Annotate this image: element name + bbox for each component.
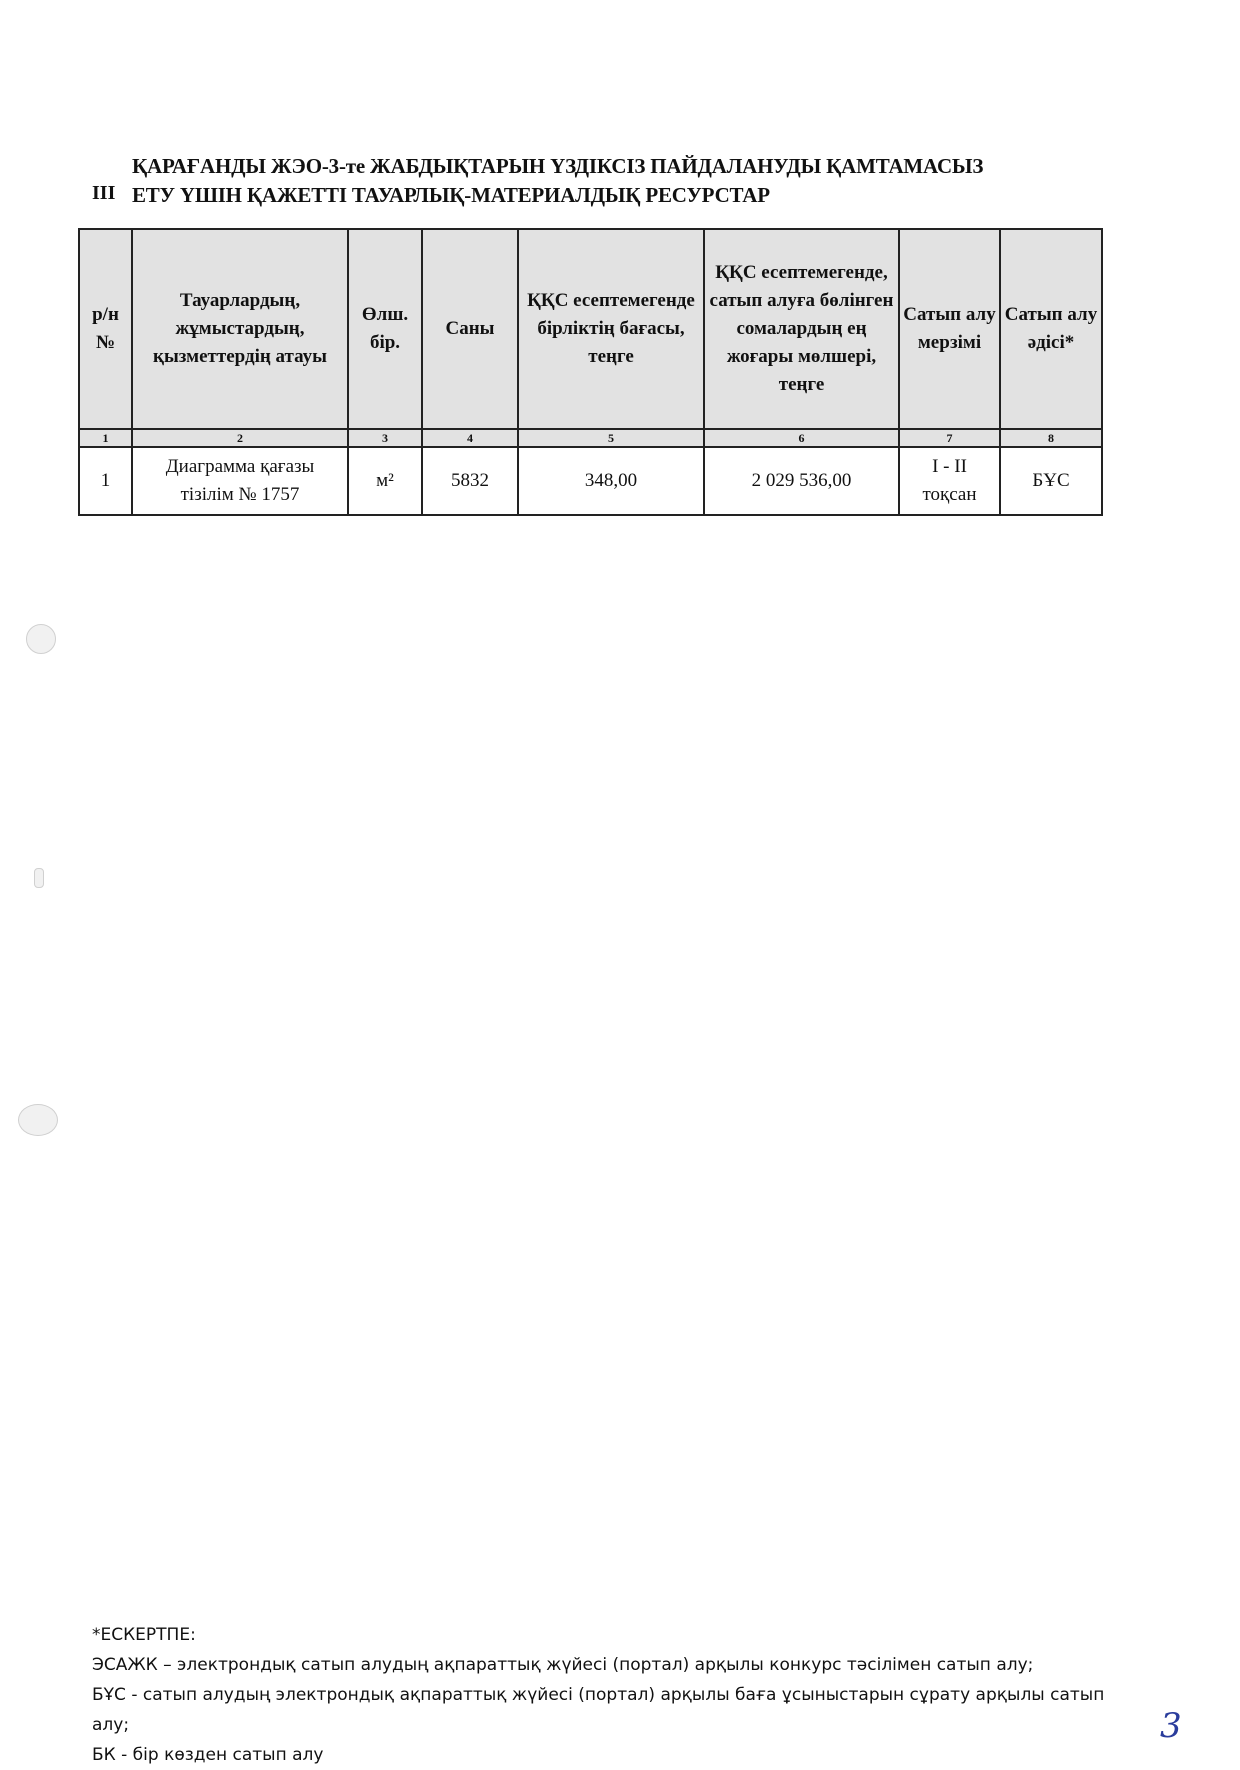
column-index: 5 bbox=[518, 429, 704, 447]
footnote-heading: *ЕСКЕРТПЕ: bbox=[92, 1625, 196, 1645]
header-purchase-term: Сатып алу мерзімі bbox=[899, 229, 1000, 429]
table-row bbox=[79, 447, 1102, 515]
cell-item-name: Диаграмма қағазы тізілім № 1757 bbox=[132, 447, 348, 515]
cell-quantity: 5832 bbox=[422, 447, 518, 515]
header-row-number: р/н № bbox=[79, 229, 132, 429]
cell-unit-price: 348,00 bbox=[518, 447, 704, 515]
footnote bbox=[92, 1620, 1122, 1770]
cell-unit: м² bbox=[348, 447, 422, 515]
cell-max-amount: 2 029 536,00 bbox=[704, 447, 899, 515]
column-index: 2 bbox=[132, 429, 348, 447]
section-title bbox=[132, 152, 983, 210]
footnote-item-bk: БК - бір көзден сатып алу bbox=[92, 1745, 324, 1765]
header-item-name: Тауарлардың, жұмыстардың, қызметтердің атауы bbox=[132, 229, 348, 429]
header-unit: Өлш. бір. bbox=[348, 229, 422, 429]
header-quantity: Саны bbox=[422, 229, 518, 429]
page-number: 3 bbox=[1160, 1706, 1182, 1746]
column-index-row bbox=[79, 429, 1102, 447]
table-header-row bbox=[79, 229, 1102, 429]
header-purchase-method: Сатып алу әдісі* bbox=[1000, 229, 1102, 429]
cell-purchase-term: I - II тоқсан bbox=[899, 447, 1000, 515]
section-number: III bbox=[92, 182, 116, 204]
section-title-line-2: ЕТУ ҮШІН ҚАЖЕТТІ ТАУАРЛЫҚ-МАТЕРИАЛДЫҚ РЕСУРСТАР bbox=[132, 183, 770, 207]
cell-purchase-method: БҰС bbox=[1000, 447, 1102, 515]
footnote-item-esazhk: ЭСАЖК – электрондық сатып алудың ақпараттық жүйесі (портал) арқылы конкурс тәсілімен сатып алу; bbox=[92, 1655, 1034, 1675]
header-unit-price: ҚҚС есептемегенде бірліктің бағасы, теңге bbox=[518, 229, 704, 429]
binder-hole bbox=[18, 1104, 58, 1136]
header-max-amount: ҚҚС есептемегенде, сатып алуға бөлінген сомалардың ең жоғары мөлшері, теңге bbox=[704, 229, 899, 429]
column-index: 7 bbox=[899, 429, 1000, 447]
column-index: 8 bbox=[1000, 429, 1102, 447]
column-index: 3 bbox=[348, 429, 422, 447]
cell-row-number: 1 bbox=[79, 447, 132, 515]
section-title-line-1: ҚАРАҒАНДЫ ЖЭО-3-те ЖАБДЫҚТАРЫН ҮЗДІКСІЗ ПАЙДАЛАНУДЫ ҚАМТАМАСЫЗ bbox=[132, 154, 984, 178]
resources-table bbox=[78, 228, 1103, 516]
binder-hole bbox=[34, 868, 44, 888]
column-index: 4 bbox=[422, 429, 518, 447]
footnote-item-bus: БҰС - сатып алудың электрондық ақпараттық жүйесі (портал) арқылы баға ұсыныстарын сұрату арқылы сатып алу; bbox=[92, 1685, 1105, 1735]
binder-hole bbox=[26, 624, 56, 654]
column-index: 1 bbox=[79, 429, 132, 447]
column-index: 6 bbox=[704, 429, 899, 447]
